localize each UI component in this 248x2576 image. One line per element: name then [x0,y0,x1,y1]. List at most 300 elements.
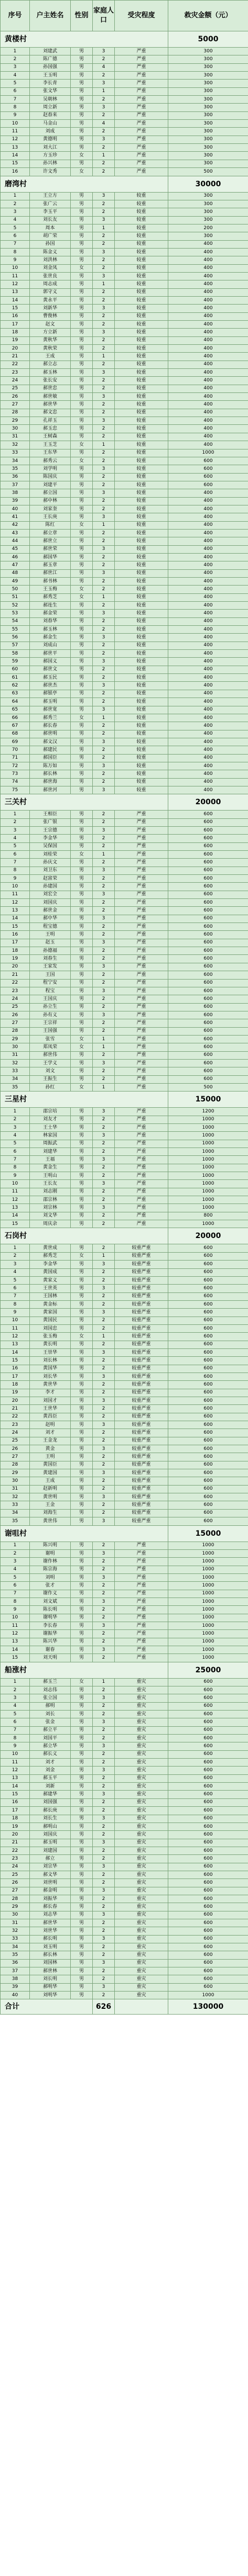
cell-amount: 600 [168,1493,248,1501]
cell-gender: 男 [71,1735,93,1742]
table-row [1,1927,248,1935]
table-row [1,272,248,280]
table-row [1,1509,248,1517]
table-row [1,1815,248,1823]
cell-gender: 男 [71,923,93,931]
cell-name: 李才 [30,1389,71,1397]
cell-level: 严重 [115,63,168,71]
cell-name: 刘桂荣 [30,851,71,859]
cell-family: 2 [93,730,115,738]
cell-amount: 400 [168,698,248,706]
cell-gender: 男 [71,272,93,280]
cell-gender: 男 [71,200,93,208]
cell-level: 较重 [115,545,168,553]
cell-gender: 男 [71,1959,93,1967]
cell-level: 严重 [115,1116,168,1123]
cell-family: 1 [93,1678,115,1686]
cell-family: 2 [93,1317,115,1324]
cell-no: 35 [1,1083,30,1091]
cell-gender: 男 [71,1823,93,1830]
cell-name: 张雪 [30,1035,71,1043]
cell-amount: 400 [168,642,248,649]
table-row [1,63,248,71]
cell-gender: 女 [71,851,93,859]
cell-gender: 男 [71,1573,93,1581]
cell-gender: 男 [71,473,93,481]
cell-gender: 男 [71,634,93,642]
cell-amount: 1000 [168,1646,248,1653]
cell-no: 32 [1,1927,30,1935]
table-row [1,152,248,160]
cell-name: 孙有义 [30,1011,71,1019]
cell-amount: 600 [168,1783,248,1791]
cell-no: 17 [1,1373,30,1380]
cell-family: 2 [93,208,115,216]
cell-amount: 600 [168,1509,248,1517]
cell-level: 重灾 [115,1903,168,1911]
cell-no: 17 [1,321,30,329]
cell-level: 重灾 [115,1726,168,1734]
cell-no: 2 [1,55,30,63]
cell-name: 郝世华 [30,1919,71,1927]
table-row [1,826,248,834]
cell-name: 王长友 [30,1180,71,1188]
cell-no: 42 [1,521,30,529]
cell-amount: 600 [168,1373,248,1380]
cell-level: 重灾 [115,1815,168,1823]
cell-name: 刘建华 [30,1148,71,1156]
cell-level: 较重 [115,698,168,706]
cell-name: 刘长友 [30,216,71,224]
cell-family: 2 [93,1276,115,1284]
cell-name: 刘宏全 [30,891,71,898]
table-row [1,1261,248,1268]
cell-amount: 600 [168,995,248,1003]
cell-no: 1 [1,1244,30,1252]
cell-name: 郝立华 [30,1742,71,1750]
cell-level: 较重严重 [115,1365,168,1373]
cell-gender: 男 [71,1469,93,1477]
cell-family: 3 [93,1011,115,1019]
table-row [1,617,248,625]
cell-no: 39 [1,497,30,505]
cell-family: 3 [93,1309,115,1317]
cell-gender: 男 [71,617,93,625]
cell-no: 15 [1,1791,30,1798]
cell-name: 刘玉明 [30,1943,71,1951]
cell-family: 3 [93,393,115,401]
table-row [1,1742,248,1750]
cell-gender: 男 [71,610,93,617]
cell-level: 较重 [115,393,168,401]
cell-level: 严重 [115,1573,168,1581]
cell-no: 14 [1,915,30,923]
cell-amount: 1000 [168,1566,248,1573]
cell-gender: 男 [71,1261,93,1268]
cell-family: 2 [93,1582,115,1590]
table-row [1,128,248,136]
cell-level: 较重 [115,529,168,537]
cell-no: 9 [1,875,30,883]
cell-gender: 女 [71,1043,93,1051]
cell-gender: 男 [71,859,93,867]
cell-no: 14 [1,296,30,304]
cell-no: 9 [1,1309,30,1317]
cell-no: 2 [1,818,30,826]
cell-level: 较重 [115,754,168,762]
cell-family: 2 [93,1823,115,1830]
cell-no: 10 [1,264,30,272]
cell-gender: 男 [71,48,93,55]
header-name: 户主姓名 [30,1,71,31]
cell-level: 严重 [115,1606,168,1614]
cell-name: 李长春 [30,1622,71,1629]
cell-family: 2 [93,200,115,208]
cell-name: 郝世明 [30,730,71,738]
cell-name: 郝玉忠 [30,425,71,433]
cell-family: 3 [93,1863,115,1871]
cell-name: 刘明 [30,1573,71,1581]
table-row [1,513,248,521]
cell-level: 重灾 [115,1895,168,1903]
cell-amount: 400 [168,353,248,361]
cell-name: 孙兴林 [30,160,71,167]
cell-name: 刘友才 [30,1116,71,1123]
table-row [1,1124,248,1132]
cell-level: 严重 [115,1220,168,1228]
cell-name: 黄秋华 [30,336,71,344]
cell-gender: 男 [71,1646,93,1653]
cell-no: 30 [1,1911,30,1919]
cell-family: 2 [93,1590,115,1598]
table-row [1,481,248,489]
cell-gender: 男 [71,1927,93,1935]
cell-amount: 400 [168,738,248,746]
table-row [1,730,248,738]
cell-no: 3 [1,1261,30,1268]
cell-name: 刘洪林 [30,256,71,264]
table-row [1,489,248,497]
cell-name: 刘国强 [30,1798,71,1806]
cell-family: 3 [93,104,115,111]
cell-name: 郝长林 [30,770,71,778]
cell-level: 严重 [115,867,168,874]
cell-family: 2 [93,264,115,272]
cell-no: 70 [1,746,30,754]
cell-family: 2 [93,1453,115,1461]
cell-family: 1 [93,1333,115,1341]
cell-gender: 男 [71,1003,93,1011]
cell-gender: 男 [71,529,93,537]
cell-name: 刘长 [30,1711,71,1718]
cell-name: 郝世金 [30,907,71,915]
cell-amount: 600 [168,1847,248,1854]
cell-no: 18 [1,947,30,955]
cell-family: 3 [93,786,115,794]
cell-family: 2 [93,321,115,329]
cell-family: 2 [93,979,115,987]
cell-level: 严重 [115,891,168,898]
table-row [1,96,248,104]
cell-gender: 男 [71,1686,93,1694]
cell-name: 黄国成 [30,1268,71,1276]
table-row [1,208,248,216]
cell-family: 3 [93,1622,115,1629]
cell-family: 3 [93,826,115,834]
table-row [1,1983,248,1991]
table-row [1,1083,248,1091]
cell-name: 张才 [30,1582,71,1590]
cell-family: 2 [93,1509,115,1517]
cell-family: 2 [93,650,115,658]
cell-level: 较重 [115,497,168,505]
cell-family: 3 [93,1421,115,1429]
cell-no: 15 [1,305,30,312]
cell-no: 13 [1,144,30,152]
cell-family: 2 [93,160,115,167]
cell-family: 2 [93,883,115,891]
cell-name: 刘大江 [30,144,71,152]
cell-name: 刘宗华 [30,1863,71,1871]
cell-gender: 男 [71,1413,93,1421]
cell-gender: 男 [71,1220,93,1228]
table-row [1,1718,248,1726]
table-row [1,738,248,746]
cell-amount: 600 [168,1919,248,1927]
cell-family: 3 [93,1887,115,1895]
cell-amount: 600 [168,867,248,874]
table-row [1,248,248,256]
table-row [1,1774,248,1782]
cell-amount: 400 [168,682,248,690]
cell-level: 严重 [115,120,168,128]
cell-gender: 男 [71,1839,93,1847]
cell-level: 较重 [115,353,168,361]
cell-amount: 300 [168,63,248,71]
cell-gender: 男 [71,1453,93,1461]
cell-gender: 女 [71,457,93,465]
table-row [1,1879,248,1887]
table-row [1,1348,248,1356]
cell-name: 孙国 [30,240,71,248]
cell-level: 较重 [115,561,168,569]
cell-level: 重灾 [115,1967,168,1975]
cell-family: 3 [93,1348,115,1356]
village-header-row [1,1525,248,1542]
table-row [1,1285,248,1292]
cell-no: 61 [1,674,30,682]
cell-amount: 600 [168,1791,248,1798]
cell-name: 刘长生 [30,1815,71,1823]
table-row [1,1180,248,1188]
table-row [1,1164,248,1172]
cell-gender: 男 [71,1300,93,1308]
cell-amount: 600 [168,963,248,971]
cell-gender: 男 [71,1718,93,1726]
cell-level: 较重 [115,642,168,649]
table-row [1,1614,248,1622]
cell-level: 较重 [115,578,168,586]
cell-amount: 1000 [168,1148,248,1156]
cell-gender: 男 [71,698,93,706]
cell-family: 2 [93,859,115,867]
cell-family: 2 [93,96,115,104]
cell-amount: 600 [168,1405,248,1413]
cell-gender: 男 [71,1373,93,1380]
table-row [1,329,248,336]
cell-amount: 600 [168,987,248,995]
cell-family: 2 [93,1871,115,1878]
cell-name: 郝世河 [30,786,71,794]
cell-level: 较重 [115,248,168,256]
cell-family: 2 [93,746,115,754]
cell-name: 周立新 [30,104,71,111]
cell-gender: 男 [71,280,93,288]
table-row [1,859,248,867]
cell-amount: 600 [168,1453,248,1461]
cell-gender: 男 [71,136,93,143]
cell-amount: 400 [168,272,248,280]
cell-no: 53 [1,610,30,617]
cell-name: 郝明 [30,1702,71,1710]
cell-no: 66 [1,714,30,722]
cell-name: 刘世明 [30,1879,71,1887]
cell-no: 72 [1,762,30,770]
cell-no: 33 [1,449,30,457]
table-row [1,1831,248,1839]
cell-family: 3 [93,963,115,971]
cell-name: 刘国林 [30,1959,71,1967]
cell-name: 郝世杰 [30,682,71,690]
cell-amount: 1000 [168,1549,248,1557]
cell-gender: 男 [71,1783,93,1791]
table-row [1,1549,248,1557]
cell-family: 2 [93,111,115,119]
table-row [1,1783,248,1791]
cell-family: 2 [93,690,115,698]
cell-no: 5 [1,1276,30,1284]
cell-no: 28 [1,1895,30,1903]
table-row [1,1767,248,1774]
table-row [1,1477,248,1485]
cell-level: 较重 [115,256,168,264]
cell-family: 3 [93,1549,115,1557]
cell-level: 较重 [115,312,168,320]
cell-family: 3 [93,1108,115,1116]
cell-amount: 600 [168,1051,248,1059]
cell-amount: 300 [168,128,248,136]
cell-name: 刘世华 [30,1927,71,1935]
cell-amount: 600 [168,1686,248,1694]
cell-amount: 300 [168,87,248,95]
cell-family: 2 [93,345,115,353]
cell-gender: 男 [71,754,93,762]
table-row [1,1300,248,1308]
cell-level: 严重 [115,1019,168,1027]
cell-amount: 1200 [168,1108,248,1116]
cell-level: 较重 [115,449,168,457]
cell-name: 郝银亭 [30,690,71,698]
cell-level: 重灾 [115,1983,168,1991]
cell-gender: 男 [71,1983,93,1991]
cell-gender: 男 [71,369,93,377]
cell-gender: 男 [71,1019,93,1027]
cell-no: 11 [1,1759,30,1767]
cell-no: 33 [1,1935,30,1943]
cell-gender: 男 [71,907,93,915]
cell-no: 46 [1,553,30,561]
cell-no: 4 [1,1566,30,1573]
cell-no: 1 [1,192,30,200]
cell-family: 2 [93,1268,115,1276]
cell-name: 郝世华 [30,401,71,409]
cell-no: 26 [1,1879,30,1887]
cell-amount: 600 [168,891,248,898]
cell-family: 2 [93,578,115,586]
cell-amount: 1000 [168,1622,248,1629]
cell-gender: 男 [71,1774,93,1782]
cell-family: 3 [93,915,115,923]
cell-amount: 1000 [168,1582,248,1590]
cell-no: 57 [1,642,30,649]
cell-amount: 300 [168,152,248,160]
cell-family: 2 [93,1300,115,1308]
cell-no: 17 [1,1807,30,1815]
cell-family: 2 [93,55,115,63]
cell-amount: 600 [168,1333,248,1341]
cell-gender: 男 [71,1791,93,1798]
cell-no: 36 [1,473,30,481]
cell-no: 45 [1,545,30,553]
cell-no: 11 [1,1622,30,1629]
cell-level: 严重 [115,1067,168,1075]
cell-amount: 600 [168,1517,248,1525]
cell-level: 严重 [115,136,168,143]
cell-gender: 男 [71,497,93,505]
table-row [1,1501,248,1509]
table-row [1,1590,248,1598]
table-row [1,457,248,465]
cell-gender: 男 [71,1590,93,1598]
table-row [1,1437,248,1445]
table-row [1,449,248,457]
cell-level: 较重严重 [115,1437,168,1445]
cell-gender: 男 [71,1485,93,1493]
cell-level: 重灾 [115,1702,168,1710]
cell-gender: 男 [71,1935,93,1943]
cell-family: 2 [93,754,115,762]
total-family: 626 [93,1999,115,2015]
cell-amount: 400 [168,650,248,658]
cell-amount: 1000 [168,1558,248,1566]
cell-family: 3 [93,465,115,473]
cell-family: 4 [93,63,115,71]
cell-amount: 600 [168,1469,248,1477]
cell-no: 23 [1,369,30,377]
cell-name: 吴保国 [30,842,71,850]
cell-no: 16 [1,1798,30,1806]
cell-level: 较重严重 [115,1453,168,1461]
cell-amount: 600 [168,1742,248,1750]
cell-family: 2 [93,1019,115,1027]
cell-gender: 男 [71,650,93,658]
table-row [1,1405,248,1413]
cell-no: 13 [1,907,30,915]
cell-name: 郝文汉 [30,738,71,746]
cell-name: 陈国庆 [30,473,71,481]
cell-family: 1 [93,353,115,361]
cell-amount: 600 [168,1059,248,1067]
